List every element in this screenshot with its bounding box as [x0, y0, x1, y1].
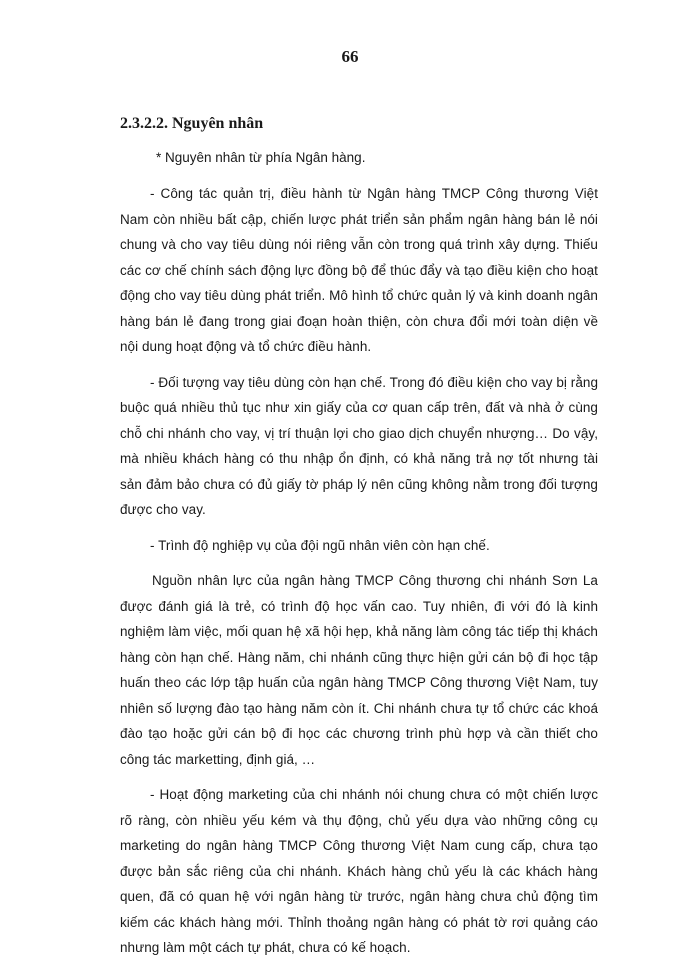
page-number: 66 [341, 47, 359, 66]
paragraph-human-resources: Nguồn nhân lực của ngân hàng TMCP Công thương chi nhánh Sơn La được đánh giá là trẻ, có trình độ học vấn cao. Tuy nhiên, đi với đó là kinh nghiệm làm việc, mối quan hệ xã hội hẹp, khả năng làm công tác tiếp thị khách hàng còn hạn chế. Hàng năm, chi nhánh cũng thực hiện gửi cán bộ đi học tập huấn theo các lớp tập huấn của ngân hàng TMCP Công thương Việt Nam, tuy nhiên số lượng đào tạo hàng năm còn ít. Chi nhánh chưa tự tổ chức các khoá đào tạo hoặc gửi cán bộ đi học các chương trình phù hợp và cần thiết cho công tác marketting, định giá, … [120, 573, 598, 767]
section-heading: 2.3.2.2. Nguyên nhân [120, 115, 264, 132]
paragraph-management: - Công tác quản trị, điều hành từ Ngân hàng TMCP Công thương Việt Nam còn nhiều bất cập, chiến lược phát triển sản phẩm ngân hàng bán lẻ nói chung và cho vay tiêu dùng nói riêng vẫn còn trong quá trình xây dựng. Thiếu các cơ chế chính sách động lực đồng bộ để thúc đẩy và tạo điều kiện cho hoạt động cho vay tiêu dùng phát triển. Mô hình tổ chức quản lý và kinh doanh ngân hàng bán lẻ đang trong giai đoạn hoàn thiện, còn chưa đổi mới toàn diện về nội dung hoạt động và tổ chức điều hành. [120, 186, 598, 354]
section-body [120, 113, 598, 971]
paragraph-borrowers: - Đối tượng vay tiêu dùng còn hạn chế. Trong đó điều kiện cho vay bị rằng buộc quá nhiều thủ tục như xin giấy của cơ quan cấp trên, đất và nhà ở cùng chỗ chi nhánh cho vay, vị trí thuận lợi cho giao dịch chuyển nhượng… Do vậy, mà nhiều khách hàng có thu nhập ổn định, có khả năng trả nợ tốt nhưng tài sản đảm bảo chưa có đủ giấy tờ pháp lý nên cũng không nằm trong đối tượng được cho vay. [120, 374, 598, 517]
section-subheading: * Nguyên nhân từ phía Ngân hàng. [156, 150, 366, 165]
paragraph-staff-skill: - Trình độ nghiệp vụ của đội ngũ nhân viên còn hạn chế. [150, 537, 490, 553]
paragraph-marketing: - Hoạt động marketing của chi nhánh nói chung chưa có một chiến lược rõ ràng, còn nhiều yếu kém và thụ động, chủ yếu dựa vào những công cụ marketing do ngân hàng TMCP Công thương Việt Nam cung cấp, chưa tạo được bản sắc riêng của chi nhánh. Khách hàng chủ yếu là các khách hàng quen, đã có quan hệ với ngân hàng từ trước, ngân hàng chưa chủ động tìm kiếm các khách hàng mới. Thỉnh thoảng ngân hàng có phát tờ rơi quảng cáo nhưng làm một cách tự phát, chưa có kế hoạch. [120, 787, 598, 955]
